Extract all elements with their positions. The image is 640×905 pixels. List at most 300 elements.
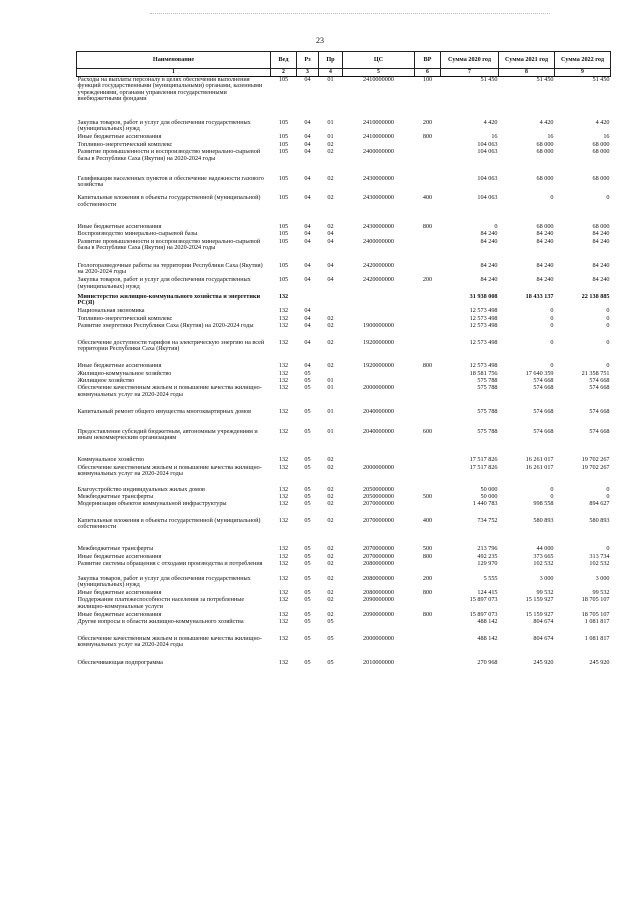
row-sum-2020: 270 968 [477,658,498,666]
row-sum-2020: 12 573 498 [469,338,498,346]
row-vr: 200 [422,574,433,582]
row-name: Обеспечение доступности тарифов на электрическую энергию на всей территории Республики Саха (Якутия) [77,338,265,353]
row-pr: 01 [327,427,334,435]
row-cs: 2070000000 [363,552,394,560]
row-sum-2022: 574 668 [589,384,610,392]
row-sum-2020: 51 450 [480,75,498,83]
row-vr [415,597,441,612]
row-sum-2020: 4 420 [483,118,498,126]
row-sum-2021: 68 000 [536,140,554,148]
row-sum-2022: 245 920 [589,658,610,666]
row-pr: 02 [327,559,334,567]
row-sum-2022: 0 [606,492,610,500]
row-rz: 04 [304,147,311,155]
row-pr: 02 [327,552,334,560]
table-row [77,424,611,444]
row-sum-2020: 18 581 756 [469,369,498,377]
row-name: Газификация населенных пунктов и обеспечение надежности газового хозяйства [77,174,264,189]
row-pr [319,292,343,309]
row-sum-2022: 68 000 [592,223,610,231]
row-sum-2021: 0 [550,314,554,322]
row-sum-2022: 0 [606,338,610,346]
row-pr: 04 [327,261,334,269]
row-rz: 05 [304,485,311,493]
row-ved: 132 [278,314,289,322]
row-ved: 105 [278,194,289,202]
row-sum-2022: 19 702 267 [581,456,610,464]
row-cs [343,292,415,309]
row-sum-2022: 68 000 [592,140,610,148]
table-row [77,532,611,553]
row-name: Иные бюджетные ассигнования [77,552,162,560]
budget-table [76,51,611,667]
row-cs: 2000000000 [363,463,394,471]
row-cs: 2410000000 [363,133,394,141]
table-row [77,597,611,612]
column-number: 6 [415,69,441,77]
row-sum-2021: 68 000 [536,174,554,182]
row-sum-2022: 84 240 [592,261,610,269]
row-sum-2020: 50 000 [480,492,498,500]
row-vr [415,371,441,378]
row-sum-2020: 129 970 [477,559,498,567]
row-cs: 2040000000 [363,408,394,416]
row-ved: 132 [278,362,289,370]
row-vr: 500 [422,492,433,500]
row-sum-2022: 84 240 [592,237,610,245]
row-sum-2021: 574 668 [533,384,554,392]
row-vr [415,171,441,191]
row-sum-2021: 16 261 017 [525,456,554,464]
row-name: Развитие промышленности и воспроизводство минерально-сырьевой базы в Республике Саха (Якутия) на 2020-2024 годы [77,147,261,162]
row-sum-2020: 1 440 783 [472,500,498,508]
row-name: Закупка товаров, работ и услуг для обеспечения государственных (муниципальных) нужд [77,276,251,290]
row-name: Капитальные вложения в объекты государственной (муниципальной) собственности [77,516,261,531]
row-sum-2021: 804 674 [533,634,554,642]
row-sum-2021: 17 640 359 [525,369,554,377]
row-sum-2020: 104 063 [477,140,498,148]
row-name: Иные бюджетные ассигнования [77,589,162,597]
row-sum-2020: 17 517 826 [469,463,498,471]
row-vr [415,619,441,634]
row-rz: 05 [304,384,311,392]
row-rz: 04 [304,194,311,202]
row-sum-2022: 18 705 107 [581,596,610,604]
row-name: Поддержание платежеспособности населения за потребленные жилищно-коммунальные услуги [77,596,245,610]
row-sum-2022: 574 668 [589,427,610,435]
row-sum-2021: 102 532 [533,559,554,567]
row-pr: 04 [327,276,334,284]
row-sum-2021: 0 [550,321,554,329]
row-sum-2022: 68 000 [592,174,610,182]
table-row [77,149,611,171]
table-row [77,239,611,261]
row-cs: 1920000000 [363,338,394,346]
row-name: Модернизация объектов коммунальной инфраструктуры [77,500,227,508]
row-cs: 2040000000 [363,427,394,435]
row-rz: 05 [304,574,311,582]
row-pr: 02 [327,500,334,508]
row-ved: 105 [278,237,289,245]
header-pr: Пр [319,52,343,69]
row-pr: 02 [327,362,334,370]
header-ved: Вед [271,52,297,69]
row-ved: 132 [278,292,289,300]
row-vr [415,407,441,424]
row-rz: 04 [304,321,311,329]
row-ved: 105 [278,223,289,231]
row-sum-2020: 575 788 [477,427,498,435]
row-sum-2021: 84 240 [536,276,554,284]
row-pr: 02 [327,223,334,231]
row-sum-2021: 84 240 [536,230,554,238]
column-number: 8 [499,69,555,77]
row-vr: 800 [422,589,433,597]
row-vr [415,308,441,315]
row-cs: 2090000000 [363,611,394,618]
row-name: Топливно-энергетический комплекс [77,314,173,322]
row-cs: 2430000000 [363,194,394,202]
row-sum-2021: 68 000 [536,223,554,231]
row-sum-2022: 894 627 [589,500,610,508]
row-rz: 05 [304,427,311,435]
table-row [77,658,611,667]
row-cs: 2050000000 [363,492,394,500]
row-sum-2020: 84 240 [480,237,498,245]
row-name: Предоставление субсидий бюджетным, автономным учреждениям и иным некоммерческим организациям [77,427,258,442]
row-sum-2021: 99 532 [536,589,554,597]
row-sum-2022: 4 420 [595,118,610,126]
row-ved: 132 [278,545,289,553]
row-pr: 02 [327,516,334,524]
row-rz: 05 [304,408,311,416]
row-sum-2020: 492 235 [477,552,498,560]
row-name: Благоустройство индивидуальных жилых домов [77,485,205,493]
row-vr [415,316,441,323]
row-vr: 500 [422,545,433,553]
row-rz: 05 [304,552,311,560]
column-number: 3 [297,69,319,77]
row-sum-2020: 575 788 [477,376,498,384]
row-ved: 105 [278,174,289,182]
row-sum-2021: 84 240 [536,237,554,245]
column-number: 9 [555,69,611,77]
row-rz: 05 [304,545,311,553]
row-rz: 04 [304,362,311,370]
row-rz: 04 [304,276,311,284]
row-name: Иные бюджетные ассигнования [77,611,162,618]
column-number: 5 [343,69,415,77]
row-sum-2021: 0 [550,194,554,202]
row-ved: 132 [278,500,289,508]
table-row [77,106,611,135]
row-sum-2022: 0 [606,362,610,370]
row-ved: 132 [278,376,289,384]
row-ved: 132 [278,492,289,500]
row-ved: 132 [278,408,289,416]
row-sum-2020: 84 240 [480,230,498,238]
row-sum-2022: 0 [606,321,610,329]
row-pr: 02 [327,147,334,155]
row-ved: 105 [278,133,289,141]
row-vr [415,239,441,261]
row-name: Воспроизводство минерально-сырьевой базы [77,230,198,238]
table-row [77,487,611,494]
row-cs: 2430000000 [363,223,394,231]
row-ved: 105 [278,118,289,126]
row-sum-2020: 12 573 498 [469,307,498,315]
row-sum-2020: 15 897 073 [469,611,498,618]
column-number: 7 [441,69,499,77]
table-row [77,371,611,378]
table-row [77,338,611,362]
row-rz: 05 [304,559,311,567]
row-rz: 05 [304,369,311,377]
row-cs: 2080000000 [363,589,394,597]
row-vr: 800 [422,552,433,560]
row-name: Развитие энергетики Республики Саха (Якутия) на 2020-2024 годы [77,321,254,329]
row-pr: 01 [327,133,334,141]
row-sum-2022: 84 240 [592,276,610,284]
row-ved: 105 [278,261,289,269]
row-cs: 2070000000 [363,516,394,524]
row-ved: 105 [278,276,289,284]
header-vr: ВР [415,52,441,69]
row-sum-2020: 575 788 [477,384,498,392]
row-ved: 132 [278,618,289,626]
row-rz: 05 [304,618,311,626]
row-pr: 02 [327,174,334,182]
row-sum-2022: 68 000 [592,147,610,155]
row-cs: 2080000000 [363,559,394,567]
row-sum-2022: 21 358 751 [581,369,610,377]
row-sum-2022: 102 532 [589,559,610,567]
row-rz: 04 [304,261,311,269]
row-sum-2020: 575 788 [477,408,498,416]
row-ved: 105 [278,140,289,148]
row-sum-2020: 5 555 [483,574,498,582]
table-row [77,634,611,658]
row-vr: 800 [422,362,433,370]
row-cs: 2420000000 [363,261,394,269]
row-ved: 132 [278,574,289,582]
row-ved: 132 [278,456,289,464]
row-vr: 800 [422,133,433,141]
row-ved: 132 [278,516,289,524]
table-row [77,385,611,407]
row-vr: 400 [422,194,433,202]
row-name: Иные бюджетные ассигнования [77,133,162,141]
row-sum-2021: 0 [550,338,554,346]
row-ved: 132 [278,589,289,597]
table-row [77,619,611,634]
row-pr: 02 [327,589,334,597]
row-pr: 01 [327,376,334,384]
row-name: Иные бюджетные ассигнования [77,362,162,370]
row-pr: 05 [327,618,334,626]
table-row [77,171,611,191]
row-rz: 04 [304,307,311,315]
row-sum-2020: 84 240 [480,261,498,269]
row-vr: 200 [422,118,433,126]
row-sum-2022: 3 000 [595,574,610,582]
row-cs [343,371,415,378]
row-rz: 05 [304,634,311,642]
row-ved: 132 [278,307,289,315]
row-sum-2021: 15 159 927 [525,596,554,604]
row-pr: 02 [327,456,334,464]
header-rz: Рз [297,52,319,69]
table-row [77,261,611,278]
row-sum-2020: 488 142 [477,634,498,642]
row-rz: 04 [304,140,311,148]
row-sum-2021: 373 665 [533,552,554,560]
row-vr [415,378,441,385]
row-pr: 02 [327,463,334,471]
table-row [77,292,611,309]
row-ved: 132 [278,369,289,377]
row-cs: 2410000000 [363,118,394,126]
row-name: Министерство жилищно-коммунального хозяйства и энергетики РС(Я) [77,292,261,307]
row-rz: 05 [304,658,311,666]
row-sum-2020: 104 063 [477,194,498,202]
row-sum-2021: 16 261 017 [525,463,554,471]
row-cs: 2430000000 [363,174,394,182]
row-vr [415,385,441,407]
row-name: Жилищно-коммунальное хозяйство [77,369,172,377]
row-pr: 01 [327,384,334,392]
row-name: Капитальный ремонт общего имущества многоквартирных домов [77,408,252,416]
column-number: 1 [77,69,271,77]
row-ved: 132 [278,611,289,618]
row-sum-2022: 1 081 817 [584,618,610,626]
row-rz [297,292,319,309]
row-sum-2020: 12 573 498 [469,321,498,329]
row-sum-2022: 99 532 [592,589,610,597]
table-row [77,210,611,231]
row-sum-2020: 104 063 [477,147,498,155]
row-sum-2022: 84 240 [592,230,610,238]
row-pr: 05 [327,634,334,642]
row-pr: 04 [327,230,334,238]
row-pr: 05 [327,658,334,666]
row-pr: 02 [327,338,334,346]
row-cs: 2080000000 [363,574,394,582]
row-sum-2020: 12 573 498 [469,362,498,370]
row-vr: 400 [422,516,433,524]
row-name: Межбюджетные трансферты [77,492,154,500]
row-cs [343,308,415,315]
row-ved: 105 [278,147,289,155]
row-name: Закупка товаров, работ и услуг для обеспечения государственных (муниципальных) нужд [77,118,251,133]
row-rz: 05 [304,596,311,604]
row-ved: 132 [278,634,289,642]
table-row [77,465,611,487]
row-cs: 1920000000 [363,362,394,370]
table-row [77,277,611,292]
row-pr: 02 [327,314,334,322]
row-pr: 02 [327,545,334,553]
header-sum-2022: Сумма 2022 год [555,52,611,69]
row-sum-2022: 0 [606,307,610,315]
row-cs [343,619,415,634]
row-pr: 02 [327,485,334,493]
row-ved: 132 [278,321,289,329]
row-sum-2021: 84 240 [536,261,554,269]
row-sum-2020: 31 938 008 [469,292,498,300]
row-cs: 2410000000 [363,75,394,83]
table-row [77,443,611,464]
row-sum-2021: 580 893 [533,516,554,524]
row-sum-2022: 313 734 [589,552,610,560]
row-cs: 2090000000 [363,596,394,604]
row-cs [343,443,415,464]
table-row [77,407,611,424]
row-sum-2022: 574 668 [589,376,610,384]
row-sum-2021: 68 000 [536,147,554,155]
row-rz: 04 [304,174,311,182]
row-sum-2022: 580 893 [589,516,610,524]
row-sum-2021: 44 000 [536,545,554,553]
row-vr [415,142,441,149]
row-name: Развитие системы обращения с отходами производства и потребления [77,559,263,567]
row-cs: 2420000000 [363,276,394,284]
row-vr [415,465,441,487]
table-row [77,576,611,591]
row-pr: 02 [327,611,334,618]
row-name: Иные бюджетные ассигнования [77,223,162,231]
table-header-row [77,52,611,69]
page-number: 23 [316,36,324,45]
row-rz: 05 [304,516,311,524]
row-sum-2020: 15 897 073 [469,596,498,604]
row-vr [415,231,441,238]
row-sum-2022: 0 [606,545,610,553]
row-rz: 05 [304,376,311,384]
row-vr: 200 [422,276,433,284]
row-cs: 2400000000 [363,147,394,155]
row-ved: 132 [278,552,289,560]
row-sum-2021: 0 [550,492,554,500]
row-sum-2021: 998 558 [533,500,554,508]
row-ved: 132 [278,559,289,567]
row-sum-2021: 4 420 [539,118,554,126]
row-vr: 600 [422,427,433,435]
row-cs: 2400000000 [363,237,394,245]
scan-artifact-line [150,13,550,14]
row-rz: 04 [304,133,311,141]
table-row [77,76,611,106]
row-name: Межбюджетные трансферты [77,545,154,553]
row-rz: 04 [304,237,311,245]
row-sum-2022: 0 [606,485,610,493]
row-sum-2020: 213 796 [477,545,498,553]
row-sum-2021: 245 920 [533,658,554,666]
row-vr: 100 [422,75,433,83]
row-name: Геологоразведочные работы на территории Республики Саха (Якутия) на 2020-2024 годы [77,261,263,276]
row-vr [415,561,441,576]
row-vr [415,149,441,171]
header-name: Наименование [77,52,271,69]
table-row [77,561,611,576]
row-sum-2020: 124 415 [477,589,498,597]
row-vr [415,634,441,658]
row-cs: 2050000000 [363,485,394,493]
row-name: Капитальные вложения в объекты государственной (муниципальной) собственности [77,194,261,209]
row-pr: 02 [327,492,334,500]
row-name: Обеспечение качественным жильем и повышение качества жилищно-коммунальных услуг на 2020-2024 годы [77,634,262,649]
row-sum-2020: 12 573 498 [469,314,498,322]
